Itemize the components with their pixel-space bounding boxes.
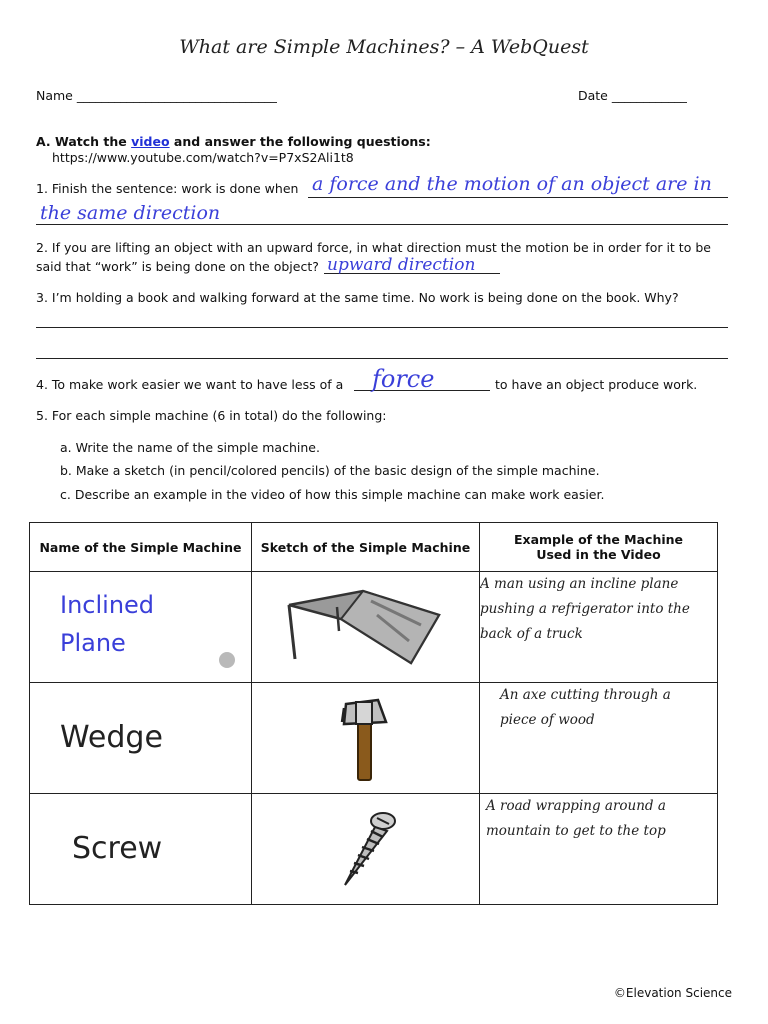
- axe-sketch-icon: [336, 694, 396, 782]
- question-4-prefix: 4. To make work easier we want to have less of a: [36, 377, 344, 392]
- question-2-line-2: said that “work” is being done on the object?: [36, 259, 319, 274]
- date-field-row: [578, 88, 687, 103]
- table-header-row: [30, 523, 718, 572]
- instruction-item-c: c. Describe an example in the video of how this simple machine can make work easier.: [60, 487, 605, 502]
- answer-line: [36, 358, 728, 359]
- answer-line: [308, 197, 728, 198]
- header-example-line-2: Used in the Video: [536, 547, 661, 562]
- instruction-item-a: a. Write the name of the simple machine.: [60, 440, 320, 455]
- question-1-answer-part-1: a force and the motion of an object are in: [312, 173, 712, 195]
- machine-name: Screw: [72, 831, 163, 866]
- question-2-line-1: 2. If you are lifting an object with an upward force, in what direction must the motion be in order for it to be: [36, 240, 711, 255]
- name-field-row: [36, 88, 277, 103]
- question-2-answer: upward direction: [327, 255, 476, 275]
- sketch-cell[interactable]: [252, 794, 480, 905]
- example-cell[interactable]: [480, 572, 718, 683]
- example-line: back of a truck: [480, 626, 583, 642]
- video-url: https://www.youtube.com/watch?v=P7xS2Ali1t8: [52, 150, 354, 165]
- example-cell[interactable]: [480, 683, 718, 794]
- sketch-cell[interactable]: [252, 683, 480, 794]
- simple-machines-table: [29, 522, 718, 905]
- question-1-text: 1. Finish the sentence: work is done when: [36, 181, 299, 196]
- question-3-text: 3. I’m holding a book and walking forward at the same time. No work is being done on the book. Why?: [36, 290, 679, 305]
- machine-name-cell[interactable]: [30, 572, 252, 683]
- inclined-plane-sketch-icon: [281, 585, 451, 669]
- example-line: pushing a refrigerator into the: [480, 601, 690, 617]
- section-a-suffix: and answer the following questions:: [169, 134, 431, 149]
- example-line: piece of wood: [500, 712, 595, 728]
- header-example: [480, 523, 718, 572]
- page-title: What are Simple Machines? – A WebQuest: [179, 36, 589, 58]
- example-line: A road wrapping around a: [486, 798, 666, 814]
- machine-name: Wedge: [60, 720, 163, 755]
- machine-name-line-2: Plane: [60, 629, 126, 657]
- section-a-heading: [36, 134, 431, 149]
- question-4-answer: force: [372, 365, 435, 393]
- machine-name: [30, 586, 251, 662]
- example-line: mountain to get to the top: [486, 823, 666, 839]
- screw-sketch-icon: [331, 809, 401, 889]
- machine-name-cell[interactable]: [30, 683, 252, 794]
- name-blank[interactable]: ________________________________: [76, 88, 277, 103]
- date-blank[interactable]: ____________: [611, 88, 687, 103]
- header-sketch: Sketch of the Simple Machine: [252, 523, 480, 572]
- question-1-answer-part-2: the same direction: [40, 202, 221, 224]
- machine-name-cell[interactable]: [30, 794, 252, 905]
- table-row: [30, 683, 718, 794]
- question-4-suffix: to have an object produce work.: [495, 377, 698, 392]
- name-label: Name: [36, 88, 73, 103]
- date-label: Date: [578, 88, 608, 103]
- section-a-prefix: A. Watch the: [36, 134, 132, 149]
- example-cell[interactable]: [480, 794, 718, 905]
- question-5-text: 5. For each simple machine (6 in total) do the following:: [36, 408, 387, 423]
- copyright-footer: ©Elevation Science: [613, 986, 732, 1000]
- pencil-smudge: [219, 652, 235, 668]
- instruction-item-b: b. Make a sketch (in pencil/colored pencils) of the basic design of the simple machine.: [60, 463, 600, 478]
- example-line: A man using an incline plane: [480, 576, 679, 592]
- header-example-line-1: Example of the Machine: [513, 532, 684, 547]
- answer-line: [36, 224, 728, 225]
- table-row: [30, 794, 718, 905]
- answer-line: [36, 327, 728, 328]
- sketch-cell[interactable]: [252, 572, 480, 683]
- table-row: [30, 572, 718, 683]
- video-link[interactable]: video: [131, 134, 170, 149]
- machine-name-line-1: Inclined: [60, 591, 155, 619]
- example-line: An axe cutting through a: [500, 687, 671, 703]
- header-name: Name of the Simple Machine: [30, 523, 252, 572]
